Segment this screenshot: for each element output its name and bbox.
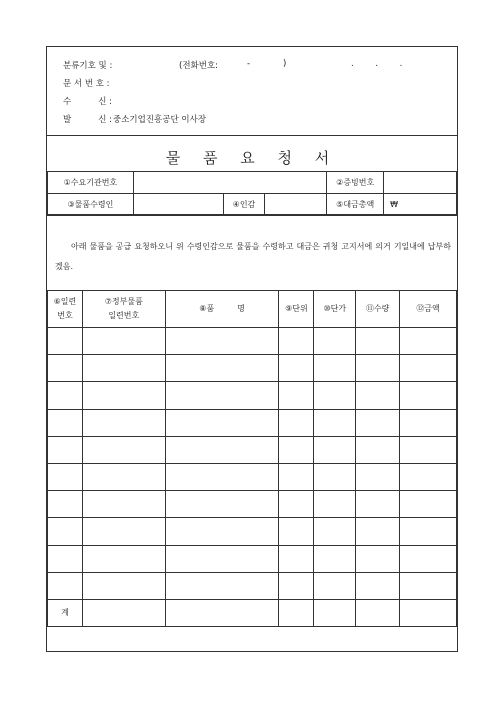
notice-box — [47, 214, 457, 291]
doc-number-label: 문 서 번 호 : — [63, 79, 110, 89]
table-cell[interactable] — [48, 409, 83, 436]
table-cell[interactable] — [279, 599, 314, 626]
table-cell[interactable] — [356, 518, 400, 545]
demand-agency-label: ①수요기관번호 — [48, 172, 134, 194]
total-label: 계 — [48, 599, 83, 626]
request-form — [46, 46, 458, 652]
col-amount: ⑫금액 — [400, 291, 457, 328]
table-cell[interactable] — [82, 409, 165, 436]
table-cell[interactable] — [279, 491, 314, 518]
table-cell[interactable] — [82, 545, 165, 572]
form-title: 물 품 요 청 서 — [165, 149, 339, 167]
info-table — [47, 171, 457, 216]
col-unit-price: ⑩단가 — [314, 291, 356, 328]
phone-label: (전화번호: — [179, 61, 219, 71]
table-cell[interactable] — [165, 382, 279, 409]
table-cell[interactable] — [165, 328, 279, 355]
items-table — [47, 290, 457, 627]
col-unit: ⑨단위 — [279, 291, 314, 328]
table-cell[interactable] — [82, 491, 165, 518]
table-row — [48, 545, 457, 572]
table-cell[interactable] — [82, 463, 165, 490]
class-code-label: 분류기호 및 : — [63, 61, 113, 71]
table-cell[interactable] — [400, 572, 457, 599]
notice-text: 아래 물품을 공급 요청하오니 위 수령인감으로 물품을 수령하고 대금은 귀청 고지서에 의거 기일내에 납부하겠음. — [55, 242, 451, 271]
table-cell[interactable] — [82, 328, 165, 355]
total-amount-label: ⑤대금총액 — [327, 194, 384, 216]
table-cell[interactable] — [165, 599, 279, 626]
table-cell[interactable] — [400, 491, 457, 518]
recipient-label: 수 신 : — [63, 97, 113, 107]
table-cell[interactable] — [165, 491, 279, 518]
table-cell[interactable] — [279, 518, 314, 545]
table-cell[interactable] — [48, 545, 83, 572]
table-cell[interactable] — [356, 409, 400, 436]
col-gov-serial: ⑦정부물품 일련번호 — [82, 291, 165, 328]
seal-value[interactable] — [265, 194, 327, 216]
table-cell[interactable] — [356, 328, 400, 355]
table-cell[interactable] — [314, 545, 356, 572]
table-cell[interactable] — [314, 328, 356, 355]
phone-dash: - — [247, 59, 251, 69]
table-cell[interactable] — [165, 545, 279, 572]
col-item-name: ⑧품 명 — [165, 291, 279, 328]
table-row — [48, 436, 457, 463]
table-cell[interactable] — [356, 436, 400, 463]
table-cell[interactable] — [314, 355, 356, 382]
table-cell[interactable] — [48, 518, 83, 545]
total-row — [48, 599, 457, 626]
table-cell[interactable] — [356, 599, 400, 626]
total-amount-value[interactable]: ₩ — [384, 194, 457, 216]
table-cell[interactable] — [400, 409, 457, 436]
table-cell[interactable] — [314, 436, 356, 463]
sender-label: 발 신 : — [63, 115, 113, 125]
table-cell[interactable] — [314, 599, 356, 626]
table-cell[interactable] — [314, 518, 356, 545]
col-quantity: ⑪수량 — [356, 291, 400, 328]
table-cell[interactable] — [400, 355, 457, 382]
table-cell[interactable] — [165, 572, 279, 599]
table-cell[interactable] — [356, 463, 400, 490]
table-cell[interactable] — [82, 599, 165, 626]
table-cell[interactable] — [279, 545, 314, 572]
table-row — [48, 463, 457, 490]
table-cell[interactable] — [165, 409, 279, 436]
table-cell[interactable] — [82, 436, 165, 463]
table-cell[interactable] — [48, 463, 83, 490]
table-cell[interactable] — [400, 382, 457, 409]
table-cell[interactable] — [48, 355, 83, 382]
date-dots: . . . — [351, 59, 403, 69]
table-cell[interactable] — [165, 518, 279, 545]
table-cell[interactable] — [314, 572, 356, 599]
table-cell[interactable] — [400, 518, 457, 545]
table-cell[interactable] — [356, 355, 400, 382]
seal-label: ④인감 — [223, 194, 265, 216]
evidence-number-label: ②증빙번호 — [327, 172, 384, 194]
table-cell[interactable] — [400, 328, 457, 355]
table-cell[interactable] — [279, 436, 314, 463]
table-cell[interactable] — [400, 436, 457, 463]
evidence-number-value[interactable] — [384, 172, 457, 194]
receiver-label: ③물품수령인 — [48, 194, 134, 216]
table-cell[interactable] — [400, 545, 457, 572]
table-cell[interactable] — [82, 355, 165, 382]
col-serial-number: ⑥일련 번호 — [48, 291, 83, 328]
table-cell[interactable] — [400, 599, 457, 626]
table-cell[interactable] — [314, 463, 356, 490]
table-cell[interactable] — [165, 436, 279, 463]
table-row — [48, 491, 457, 518]
table-row — [48, 409, 457, 436]
table-cell[interactable] — [165, 463, 279, 490]
table-cell[interactable] — [279, 382, 314, 409]
table-cell[interactable] — [400, 463, 457, 490]
table-cell[interactable] — [356, 382, 400, 409]
table-cell[interactable] — [279, 463, 314, 490]
table-cell[interactable] — [165, 355, 279, 382]
table-row — [48, 355, 457, 382]
table-cell[interactable] — [48, 382, 83, 409]
table-row — [48, 518, 457, 545]
table-row — [48, 328, 457, 355]
table-cell[interactable] — [82, 572, 165, 599]
table-cell[interactable] — [82, 382, 165, 409]
table-row — [48, 572, 457, 599]
table-cell[interactable] — [356, 491, 400, 518]
table-cell[interactable] — [356, 572, 400, 599]
table-cell[interactable] — [279, 409, 314, 436]
table-cell[interactable] — [279, 328, 314, 355]
table-cell[interactable] — [48, 491, 83, 518]
table-cell[interactable] — [314, 409, 356, 436]
table-cell[interactable] — [48, 436, 83, 463]
table-cell[interactable] — [82, 518, 165, 545]
table-cell[interactable] — [48, 328, 83, 355]
table-cell[interactable] — [48, 572, 83, 599]
table-cell[interactable] — [279, 355, 314, 382]
table-cell[interactable] — [314, 382, 356, 409]
demand-agency-value[interactable] — [133, 172, 326, 194]
table-cell[interactable] — [279, 572, 314, 599]
phone-close: ) — [283, 59, 287, 69]
form-header — [47, 47, 457, 136]
table-row — [48, 382, 457, 409]
table-cell[interactable] — [314, 491, 356, 518]
sender-value: 중소기업진흥공단 이사장 — [113, 115, 207, 125]
receiver-value[interactable] — [133, 194, 223, 216]
table-cell[interactable] — [356, 545, 400, 572]
